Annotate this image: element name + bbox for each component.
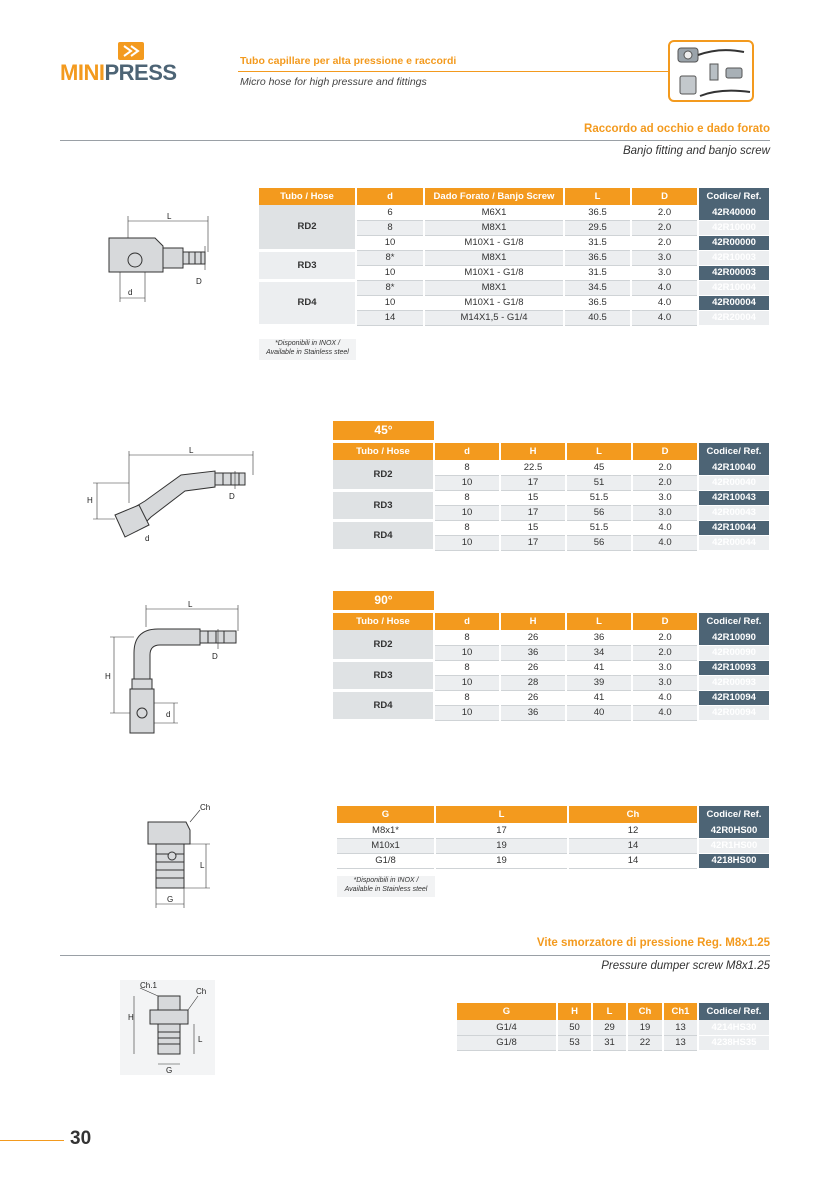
cell-D: 2.0 <box>631 235 698 250</box>
cell-code: 42R00093 <box>698 675 769 690</box>
group-label: RD4 <box>333 690 434 720</box>
cell-D: 3.0 <box>631 265 698 280</box>
col-L: L <box>435 806 568 823</box>
cell-H: 53 <box>557 1035 592 1050</box>
cell-H: 26 <box>500 630 566 645</box>
table-row <box>333 630 769 645</box>
cell-L: 39 <box>566 675 632 690</box>
cell-d: 10 <box>434 675 500 690</box>
table-row <box>337 838 769 853</box>
section2-subtitle: Pressure dumper screw M8x1.25 <box>601 960 770 972</box>
col-H: H <box>557 1003 592 1020</box>
table-row <box>259 280 769 295</box>
cell-D: 3.0 <box>631 250 698 265</box>
col-hose: Tubo / Hose <box>333 613 434 630</box>
cell-d: 10 <box>434 475 500 490</box>
cell-D: 4.0 <box>632 690 698 705</box>
dim-G: G <box>166 1066 173 1075</box>
dim-H: H <box>128 1013 134 1022</box>
cell-d: 10 <box>434 645 500 660</box>
col-Ch1: Ch1 <box>663 1003 698 1020</box>
cell-D: 3.0 <box>632 505 698 520</box>
cell-L: 45 <box>566 460 632 475</box>
cell-D: 2.0 <box>632 460 698 475</box>
cell-Ch: 22 <box>627 1035 663 1050</box>
cell-d: 10 <box>434 705 500 720</box>
cell-code: 42R10094 <box>698 690 769 705</box>
cell-d: 14 <box>356 310 424 325</box>
header-title: Tubo capillare per alta pressione e raccordi <box>240 55 457 67</box>
group-label: RD4 <box>333 520 434 550</box>
cell-L: 56 <box>566 505 632 520</box>
group-label: RD3 <box>259 250 356 280</box>
cell-Ch: 19 <box>627 1020 663 1035</box>
cell-L: 31 <box>592 1035 627 1050</box>
cell-code: 42R10003 <box>698 250 769 265</box>
col-hose: Tubo / Hose <box>333 443 434 460</box>
col-d: d <box>434 443 500 460</box>
col-screw: Dado Forato / Banjo Screw <box>424 188 564 205</box>
table-row <box>337 853 769 868</box>
col-code: Codice/ Ref. <box>698 1003 769 1020</box>
cell-Ch: 14 <box>568 853 698 868</box>
cell-code: 42R00003 <box>698 265 769 280</box>
table-row <box>457 1035 769 1050</box>
header-subtitle: Micro hose for high pressure and fittings <box>240 76 427 88</box>
cell-code: 42R00094 <box>698 705 769 720</box>
cell-screw: M8X1 <box>424 280 564 295</box>
banjo-screw-drawing <box>130 800 240 915</box>
cell-code: 42R00043 <box>698 505 769 520</box>
page-number-rule <box>0 1140 64 1141</box>
cell-d: 8* <box>356 280 424 295</box>
cell-code: 4238HS35 <box>698 1035 769 1050</box>
cell-H: 15 <box>500 520 566 535</box>
group-label: RD2 <box>333 630 434 660</box>
cell-L: 36.5 <box>564 250 631 265</box>
dim-H: H <box>87 496 93 505</box>
cell-L: 31.5 <box>564 235 631 250</box>
cell-D: 3.0 <box>632 660 698 675</box>
cell-H: 15 <box>500 490 566 505</box>
banjo-90-drawing <box>100 600 255 748</box>
cell-L: 40 <box>566 705 632 720</box>
cell-D: 2.0 <box>632 630 698 645</box>
cell-d: 8 <box>434 520 500 535</box>
note-en: Available in Stainless steel <box>266 349 349 356</box>
col-code: Codice/ Ref. <box>698 443 769 460</box>
dim-D: D <box>212 652 218 661</box>
table-row <box>457 1020 769 1035</box>
cell-D: 4.0 <box>631 280 698 295</box>
cell-Ch1: 13 <box>663 1020 698 1035</box>
cell-code: 42R10000 <box>698 220 769 235</box>
cell-screw: M6X1 <box>424 205 564 220</box>
cell-D: 4.0 <box>632 705 698 720</box>
cell-d: 8 <box>434 460 500 475</box>
cell-d: 10 <box>356 295 424 310</box>
banjo-45-drawing <box>85 445 260 555</box>
col-H: H <box>500 613 566 630</box>
group-label: RD2 <box>333 460 434 490</box>
col-Ch: Ch <box>627 1003 663 1020</box>
cell-code: 42R10004 <box>698 280 769 295</box>
table-row <box>333 460 769 475</box>
dim-D: D <box>229 492 235 501</box>
banjo-45-table <box>333 443 769 552</box>
header-divider <box>238 71 670 72</box>
cell-D: 3.0 <box>632 490 698 505</box>
cell-H: 26 <box>500 690 566 705</box>
cell-d: 8 <box>434 490 500 505</box>
cell-L: 36.5 <box>564 205 631 220</box>
logo-mark <box>118 42 144 60</box>
cell-code: 42R10043 <box>698 490 769 505</box>
cell-G: G1/4 <box>457 1020 557 1035</box>
cell-L: 34 <box>566 645 632 660</box>
cell-Ch1: 13 <box>663 1035 698 1050</box>
product-photo <box>668 40 754 102</box>
cell-code: 42R10040 <box>698 460 769 475</box>
logo <box>60 60 177 86</box>
cell-H: 50 <box>557 1020 592 1035</box>
note-en: Available in Stainless steel <box>344 886 428 893</box>
cell-L: 36.5 <box>564 295 631 310</box>
cell-L: 31.5 <box>564 265 631 280</box>
cell-screw: M10X1 - G1/8 <box>424 265 564 280</box>
section1-title: Raccordo ad occhio e dado forato <box>584 123 770 135</box>
dim-Ch: Ch <box>196 987 207 996</box>
col-code: Codice/ Ref. <box>698 806 769 823</box>
cell-D: 4.0 <box>632 535 698 550</box>
cell-L: 51.5 <box>566 490 632 505</box>
col-d: d <box>356 188 424 205</box>
cell-G: G1/8 <box>337 853 435 868</box>
dim-Ch: Ch <box>200 803 211 812</box>
col-G: G <box>457 1003 557 1020</box>
angle-45-label: 45° <box>333 421 434 440</box>
table-row <box>333 490 769 505</box>
cell-H: 28 <box>500 675 566 690</box>
dim-d: d <box>128 288 133 297</box>
cell-code: 42R0HS00 <box>698 823 769 838</box>
dim-Ch1: Ch.1 <box>140 981 157 990</box>
col-L: L <box>566 613 632 630</box>
cell-D: 3.0 <box>632 675 698 690</box>
damper-screw-table <box>457 1003 769 1051</box>
col-G: G <box>337 806 435 823</box>
cell-d: 8 <box>356 220 424 235</box>
dim-d: d <box>145 534 150 543</box>
cell-H: 26 <box>500 660 566 675</box>
cell-code: 42R10090 <box>698 630 769 645</box>
dim-L: L <box>189 446 194 455</box>
cell-d: 8 <box>434 690 500 705</box>
cell-D: 4.0 <box>631 310 698 325</box>
cell-code: 42R00004 <box>698 295 769 310</box>
stainless-note <box>259 339 356 360</box>
cell-d: 6 <box>356 205 424 220</box>
banjo-90-table <box>333 613 769 722</box>
col-d: d <box>434 613 500 630</box>
cell-D: 2.0 <box>631 205 698 220</box>
cell-L: 51 <box>566 475 632 490</box>
table-row <box>337 823 769 838</box>
col-D: D <box>632 613 698 630</box>
table-row <box>259 250 769 265</box>
cell-D: 2.0 <box>632 475 698 490</box>
col-H: H <box>500 443 566 460</box>
cell-L: 17 <box>435 823 568 838</box>
cell-L: 36 <box>566 630 632 645</box>
group-label: RD2 <box>259 205 356 250</box>
banjo-screw-table <box>337 806 769 869</box>
cell-L: 19 <box>435 853 568 868</box>
cell-Ch: 14 <box>568 838 698 853</box>
dim-H: H <box>105 672 111 681</box>
cell-H: 17 <box>500 475 566 490</box>
cell-d: 8* <box>356 250 424 265</box>
cell-code: 42R20004 <box>698 310 769 325</box>
group-label: RD4 <box>259 280 356 325</box>
col-Ch: Ch <box>568 806 698 823</box>
cell-code: 42R00000 <box>698 235 769 250</box>
cell-Ch: 12 <box>568 823 698 838</box>
cell-code: 42R10093 <box>698 660 769 675</box>
cell-d: 10 <box>434 535 500 550</box>
cell-G: M10x1 <box>337 838 435 853</box>
page-number: 30 <box>70 1128 92 1149</box>
cell-code: 42R1HS00 <box>698 838 769 853</box>
col-L: L <box>592 1003 627 1020</box>
section2-title: Vite smorzatore di pressione Reg. M8x1.25 <box>536 937 770 949</box>
dim-L: L <box>167 212 172 221</box>
cell-L: 19 <box>435 838 568 853</box>
section1-divider <box>60 140 770 141</box>
table-row <box>333 520 769 535</box>
col-code: Codice/ Ref. <box>698 613 769 630</box>
cell-L: 56 <box>566 535 632 550</box>
section2-divider <box>60 955 770 956</box>
cell-H: 17 <box>500 535 566 550</box>
cell-code: 42R00044 <box>698 535 769 550</box>
cell-screw: M10X1 - G1/8 <box>424 235 564 250</box>
damper-screw-drawing <box>120 980 215 1075</box>
dim-L: L <box>188 600 193 609</box>
cell-D: 4.0 <box>631 295 698 310</box>
cell-L: 29 <box>592 1020 627 1035</box>
stainless-note-2 <box>337 876 435 897</box>
cell-d: 10 <box>434 505 500 520</box>
cell-d: 10 <box>356 265 424 280</box>
col-hose: Tubo / Hose <box>259 188 356 205</box>
cell-code: 42R00040 <box>698 475 769 490</box>
cell-H: 36 <box>500 645 566 660</box>
cell-screw: M14X1,5 - G1/4 <box>424 310 564 325</box>
angle-90-label: 90° <box>333 591 434 610</box>
cell-screw: M10X1 - G1/8 <box>424 295 564 310</box>
cell-G: G1/8 <box>457 1035 557 1050</box>
col-code: Codice/ Ref. <box>698 188 769 205</box>
col-D: D <box>632 443 698 460</box>
cell-screw: M8X1 <box>424 220 564 235</box>
cell-H: 22.5 <box>500 460 566 475</box>
cell-D: 2.0 <box>632 645 698 660</box>
section1-subtitle: Banjo fitting and banjo screw <box>622 145 770 157</box>
cell-D: 4.0 <box>632 520 698 535</box>
cell-code: 4218HS00 <box>698 853 769 868</box>
table-row <box>259 205 769 220</box>
cell-code: 42R10044 <box>698 520 769 535</box>
dim-L: L <box>200 861 205 870</box>
cell-d: 8 <box>434 630 500 645</box>
cell-L: 41 <box>566 690 632 705</box>
cell-H: 17 <box>500 505 566 520</box>
dim-L: L <box>198 1035 203 1044</box>
cell-H: 36 <box>500 705 566 720</box>
logo-press: PRESS <box>104 60 177 85</box>
banjo-fitting-table <box>259 188 769 327</box>
cell-d: 8 <box>434 660 500 675</box>
cell-code: 4214HS30 <box>698 1020 769 1035</box>
cell-D: 2.0 <box>631 220 698 235</box>
logo-mini: MINI <box>60 60 105 85</box>
cell-L: 40.5 <box>564 310 631 325</box>
note-it: *Disponibili in INOX / <box>275 340 340 347</box>
col-L: L <box>564 188 631 205</box>
cell-L: 29.5 <box>564 220 631 235</box>
dim-d: d <box>166 710 171 719</box>
note-it: *Disponibili in INOX / <box>353 877 419 884</box>
table-row <box>333 690 769 705</box>
cell-screw: M8X1 <box>424 250 564 265</box>
cell-d: 10 <box>356 235 424 250</box>
cell-L: 34.5 <box>564 280 631 295</box>
col-D: D <box>631 188 698 205</box>
table-row <box>333 660 769 675</box>
banjo-straight-drawing <box>95 210 225 305</box>
dim-D: D <box>196 277 202 286</box>
cell-G: M8x1* <box>337 823 435 838</box>
group-label: RD3 <box>333 660 434 690</box>
cell-code: 42R40000 <box>698 205 769 220</box>
cell-L: 51.5 <box>566 520 632 535</box>
cell-code: 42R00090 <box>698 645 769 660</box>
group-label: RD3 <box>333 490 434 520</box>
cell-L: 41 <box>566 660 632 675</box>
col-L: L <box>566 443 632 460</box>
dim-G: G <box>167 895 174 904</box>
